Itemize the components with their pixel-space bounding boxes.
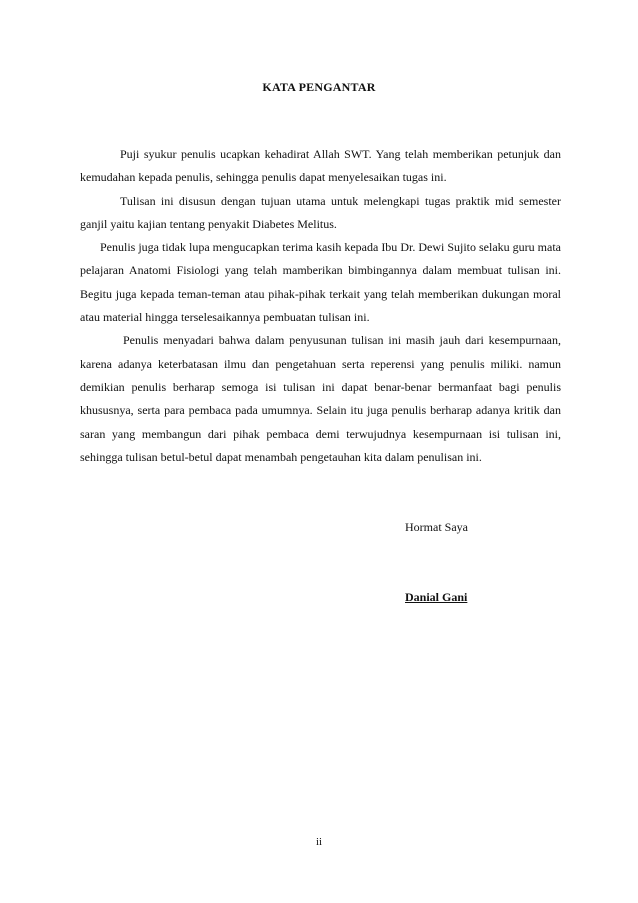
paragraph-limitations: Penulis menyadari bahwa dalam penyusunan tulisan ini masih jauh dari kesempurnaan, karena adanya keterbatasan ilmu dan pengetahuan serta reperensi yang penulis miliki. namun demikian penulis berharap semoga isi tulisan ini dapat benar-benar bermanfaat bagi penulis khususnya, serta para pembaca pada umumnya. Selain itu juga penulis berharap adanya kritik dan saran yang membangun dari pihak pembaca demi terwujudnya kesempurnaan isi tulisan ini, sehingga tulisan betul-betul dapat menambah pengetauhan kita dalam penulisan ini. [80,333,561,464]
paragraph-gratitude: Puji syukur penulis ucapkan kehadirat Allah SWT. Yang telah memberikan petunjuk dan kemudahan kepada penulis, sehingga penulis dapat menyelesaikan tugas ini. [80,147,561,185]
body-text [80,143,561,469]
page-title: KATA PENGANTAR [262,80,376,94]
closing-salutation: Hormat Saya [405,520,468,534]
signer-name: Danial Gani [405,590,468,604]
page-number: ii [315,836,323,848]
paragraph-purpose: Tulisan ini disusun dengan tujuan utama untuk melengkapi tugas praktik mid semester ganjil yaitu kajian tentang penyakit Diabetes Melitus. [80,193,561,231]
paragraph-acknowledgement: Penulis juga tidak lupa mengucapkan terima kasih kepada Ibu Dr. Dewi Sujito selaku guru mata pelajaran Anatomi Fisiologi yang telah mamberikan bimbingannya dalam membuat tulisan ini. Begitu juga kepada teman-teman atau pihak-pihak terkait yang telah memberikan dukungan moral atau material hingga terselesaikannya pembuatan tulisan ini. [80,240,561,325]
